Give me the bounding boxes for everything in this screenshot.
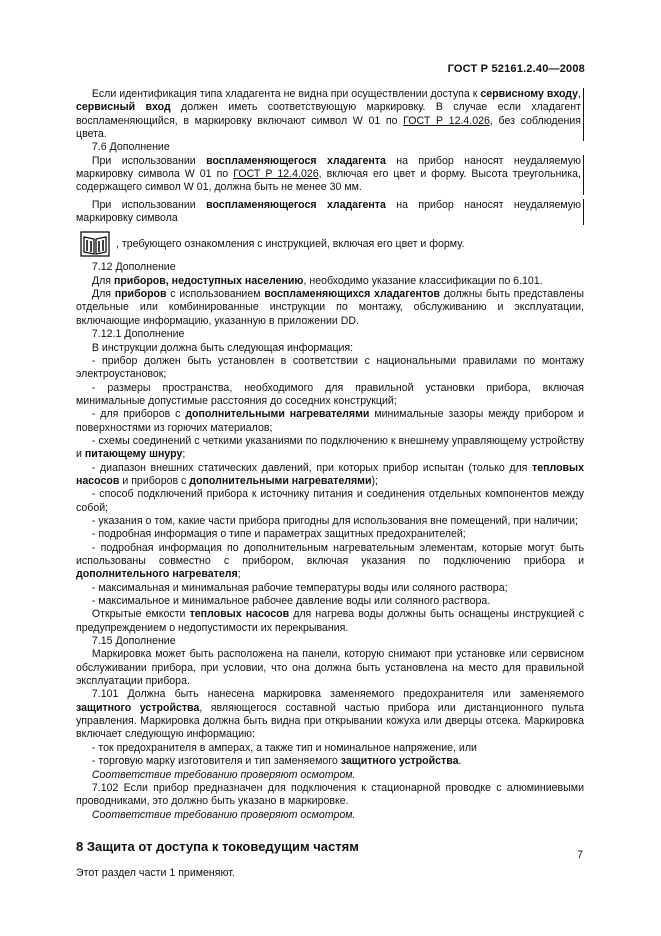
bold-term: воспламеняющегося хладагента (206, 154, 386, 167)
text: , (578, 88, 581, 100)
bold-term: сервисный вход (76, 101, 171, 114)
clause-7-6: 7.6 Дополнение (91, 141, 170, 154)
page-number: 7 (577, 849, 583, 861)
bold-term: дополнительными нагревателями (185, 408, 370, 421)
text: . (458, 755, 462, 768)
clause-7-101 (76, 688, 584, 741)
text: , требующего ознакомления с инструкцией, включая его цвет и форму. (116, 237, 465, 250)
text: Если идентификация типа хладагента не видна при осуществлении доступа к (91, 88, 481, 100)
text: - подробная информация по дополнительным нагревательным элементам, которые могут быть использованы совместно с прибором, включая указания по подключению прибора и (76, 541, 584, 567)
list-item (76, 435, 584, 462)
bold-term: защитного устройства (340, 755, 459, 768)
text: Открытые емкости (91, 608, 190, 621)
paragraph-not-public (76, 275, 584, 288)
bold-term: защитного устройства (76, 701, 200, 714)
list-item: - указания о том, какие части прибора пригодны для использования вне помещений, при наличии; (91, 514, 578, 527)
paragraph-manual-symbol-b (76, 231, 584, 257)
list-item: - ток предохранителя в амперах, а также тип и номинальное напряжение, или (91, 741, 477, 754)
text: При использовании (91, 154, 207, 167)
bold-term: дополнительными нагревателями (189, 474, 372, 487)
bold-term: дополнительного нагревателя (76, 568, 238, 581)
clause-7-102: 7.102 Если прибор предназначен для подключения к стационарной проводке с алюминиевыми проводниками, это должно быть указано в маркировке. (76, 781, 584, 808)
paragraph-info-intro: В инструкции должна быть следующая информация: (91, 341, 354, 354)
clause-7-12-1: 7.12.1 Дополнение (91, 328, 185, 341)
clause-7-12: 7.12 Дополнение (91, 261, 176, 274)
text: для нагрева воды должны быть оснащены инструкцией с предупреждением о недопустимости их перекрывания. (76, 608, 585, 634)
text: ; (237, 568, 241, 581)
bold-term: воспламеняющихся хладагентов (264, 288, 440, 301)
text: ; (182, 448, 186, 461)
text: Для (91, 274, 114, 287)
text: - торговую марку изготовителя и тип заменяемого (91, 755, 341, 768)
document-header: ГОСТ Р 52161.2.40—2008 (447, 63, 585, 75)
text: минимальные зазоры между прибором и поверхностями из горючих материалов; (76, 408, 584, 434)
text: ); (371, 474, 378, 487)
text: 7.101 Должна быть нанесена маркировка заменяемого предохранителя или заменяемого (91, 688, 584, 701)
standard-link[interactable]: ГОСТ Р 12.4.026 (403, 114, 490, 127)
list-item: - способ подключений прибора к источнику питания и соединения отдельных компонентов между собой; (76, 488, 584, 514)
list-item: - подробная информация о типе и параметрах защитных предохранителей; (91, 528, 466, 541)
bold-term: тепловых насосов (189, 608, 290, 621)
section-8-text: Этот раздел части 1 применяют. (76, 867, 235, 880)
paragraph-manual-symbol-a (76, 199, 584, 226)
text: на прибор наносят неудаляемую маркировку символа (76, 198, 581, 225)
page-body (76, 88, 584, 881)
paragraph-refrigerant-id (76, 88, 584, 141)
text: , включая его цвет и форму. Высота треугольника, содержащего символ W 01, должна быть не менее 30 мм. (76, 168, 582, 194)
list-item (76, 462, 584, 489)
text: должен иметь соответствующую маркировку. В случае если хладагент воспламеняющийся, в маркировку включают символ W 01 по (76, 101, 581, 127)
list-item: - максимальное и минимальное рабочее давление воды или соляного раствора. (91, 595, 491, 608)
bold-term: приборов (114, 288, 167, 301)
text: При использовании (91, 198, 207, 211)
text: Для (91, 288, 115, 301)
bold-term: тепловых насосов (76, 461, 584, 487)
instruction-manual-icon (80, 231, 110, 257)
list-item: - максимальная и минимальная рабочие температуры воды или соляного раствора; (91, 581, 508, 594)
text: , без соблюдения цвета. (76, 114, 581, 141)
list-item: - размеры пространства, необходимого для правильной установки прибора, включая минимальные допустимые расстояния до соседних конструкций; (76, 381, 584, 407)
text: на прибор наносят неудаляемую маркировку символа W 01 по (76, 154, 581, 181)
bold-term: воспламеняющегося хладагента (206, 198, 386, 211)
bold-term: приборов, недоступных населению (113, 274, 304, 287)
paragraph-marking-panel: Маркировка может быть расположена на панели, которую снимают при установке или сервисном обслуживании прибора, при условии, что она должна быть установлена на место для правильной эксплуатации прибора. (76, 648, 584, 688)
compliance-note: Соответствие требованию проверяют осмотром. (91, 808, 356, 821)
text: - для приборов с (91, 408, 186, 421)
paragraph-w01-marking (76, 155, 584, 195)
clause-7-15: 7.15 Дополнение (91, 635, 176, 648)
bold-term: питающему шнуру (84, 448, 183, 461)
list-item (76, 755, 584, 768)
text: - диапазон внешних статических давлений, при которых прибор испытан (только для (91, 461, 532, 474)
text: - схемы соединений с четкими указаниями по подключению к внешнему управляющему устройству и (76, 434, 584, 461)
compliance-note: Соответствие требованию проверяют осмотром. (91, 768, 356, 781)
text: должны быть представлены отдельные или комбинированные инструкции по монтажу, обслуживанию и эксплуатации, включающие информацию, указанную в приложении DD. (76, 288, 584, 327)
list-item (76, 408, 584, 435)
text: , необходимо указание классификации по 6.101. (303, 274, 543, 287)
paragraph-instructions (76, 288, 584, 328)
list-item (76, 542, 584, 582)
paragraph-open-tanks (76, 608, 584, 635)
standard-link[interactable]: ГОСТ Р 12.4.026 (233, 168, 319, 181)
list-item: - прибор должен быть установлен в соответствии с национальными правилами по монтажу электроустановок; (76, 354, 584, 381)
bold-term: сервисному входу (480, 88, 579, 100)
text: с использованием (166, 288, 265, 301)
text: и приборов с (119, 474, 190, 487)
section-8-heading: 8 Защита от доступа к токоведущим частям (76, 838, 359, 854)
text: , являющегося составной частью прибора или дистанционного пульта управления. Маркировка должна быть видна при открывании кожуха или дверцы отсека. Маркировка включает следующую информацию: (76, 701, 584, 741)
